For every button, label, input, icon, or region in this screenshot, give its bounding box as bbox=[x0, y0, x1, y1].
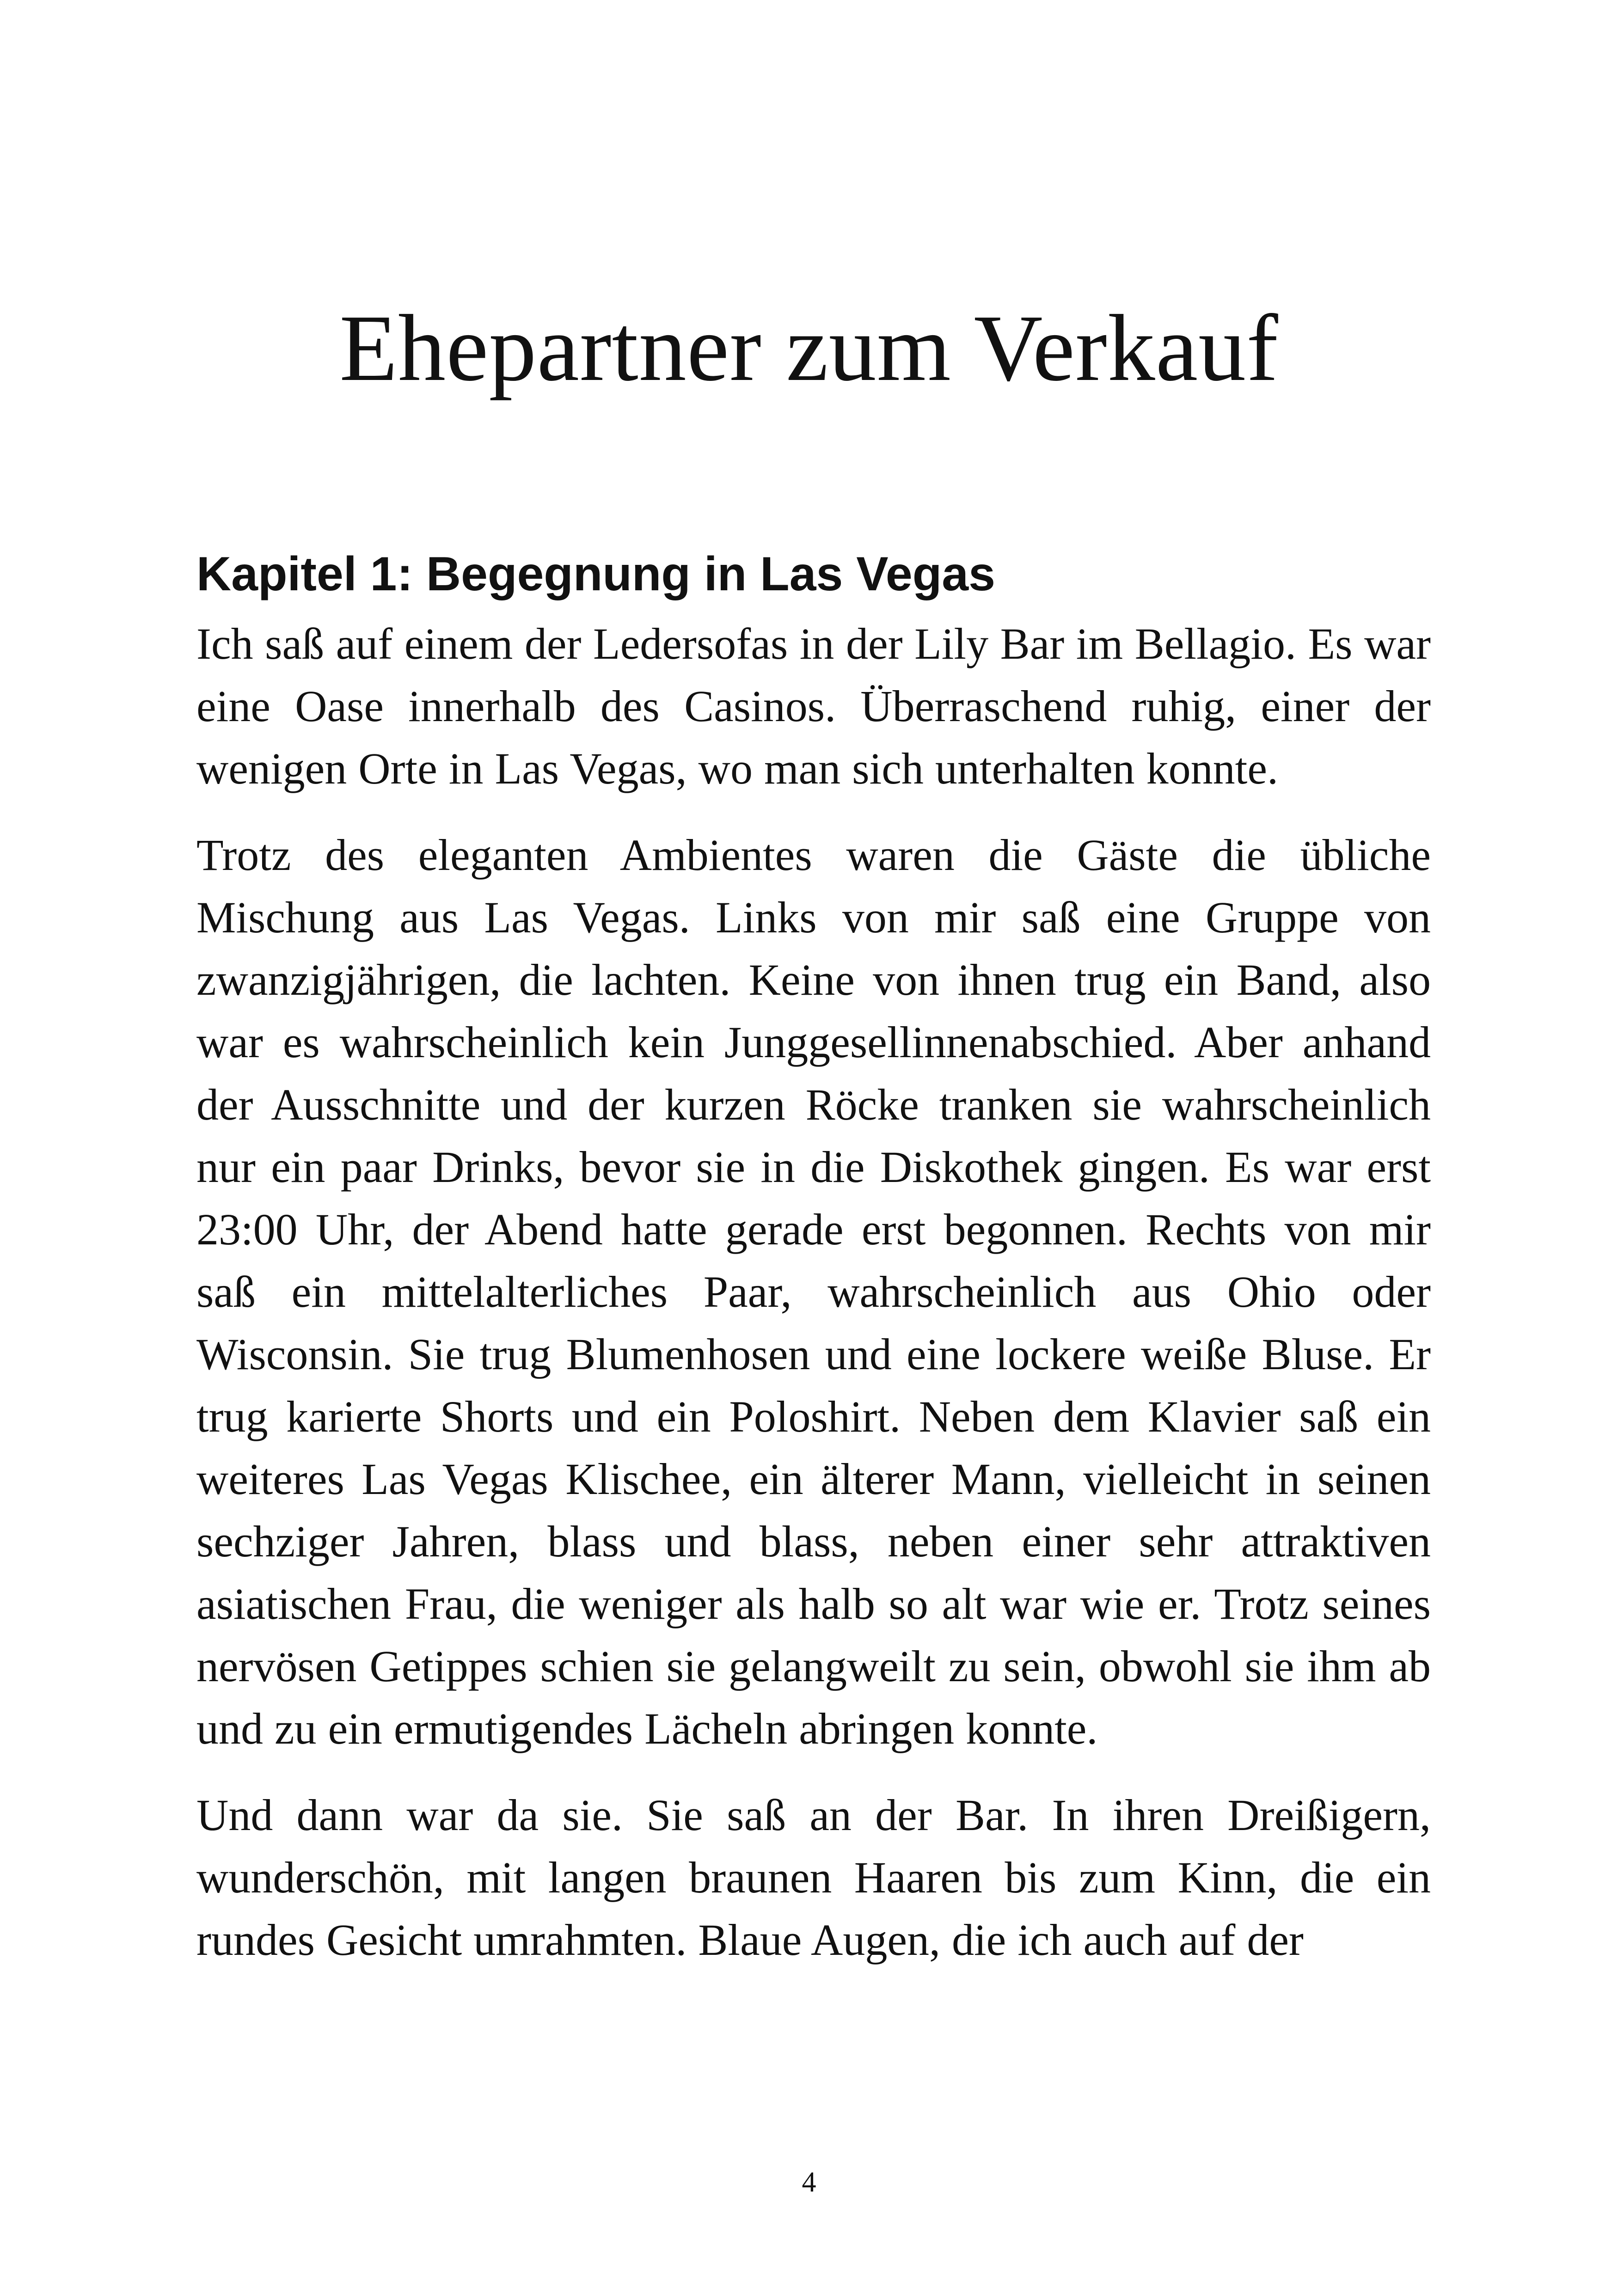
chapter-heading: Kapitel 1: Begegnung in Las Vegas bbox=[196, 547, 995, 601]
page-number: 4 bbox=[802, 2167, 816, 2198]
paragraph-1: Ich saß auf einem der Ledersofas in der Lily Bar im Bellagio. Es war eine Oase innerhalb des Casinos. Überraschend ruhig, einer der wenigen Orte in Las Vegas, wo man sich unterhalten konnte. bbox=[196, 619, 1431, 793]
paragraph-2: Trotz des eleganten Ambientes waren die Gäste die übliche Mischung aus Las Vegas. Links von mir saß eine Gruppe von zwanzigjährigen, die lachten. Keine von ihnen trug ein Band, also war es wahrscheinlich kein Junggesellinnenabschied. Aber anhand der Ausschnitte und der kurzen Röcke tranken sie wahrscheinlich nur ein paar Drinks, bevor sie in die Diskothek gingen. Es war erst 23:00 Uhr, der Abend hatte gerade erst begonnen. Rechts von mir saß ein mittelalterliches Paar, wahrscheinlich aus Ohio oder Wisconsin. Sie trug Blumenhosen und eine lockere weiße Bluse. Er trug karierte Shorts und ein Poloshirt. Neben dem Klavier saß ein weiteres Las Vegas Klischee, ein älterer Mann, vielleicht in seinen sechziger Jahren, blass und blass, neben einer sehr attraktiven asiatischen Frau, die weniger als halb so alt war wie er. Trotz seines nervösen Getippes schien sie gelangweilt zu sein, obwohl sie ihm ab und zu ein ermutigendes Lächeln abringen konnte. bbox=[196, 830, 1431, 1753]
paragraph-3: Und dann war da sie. Sie saß an der Bar. In ihren Dreißigern, wunderschön, mit langen braunen Haaren bis zum Kinn, die ein rundes Gesicht umrahmten. Blaue Augen, die ich auch auf der bbox=[196, 1790, 1431, 1965]
body-text bbox=[196, 612, 1431, 1995]
book-title: Ehepartner zum Verkauf bbox=[339, 295, 1279, 401]
